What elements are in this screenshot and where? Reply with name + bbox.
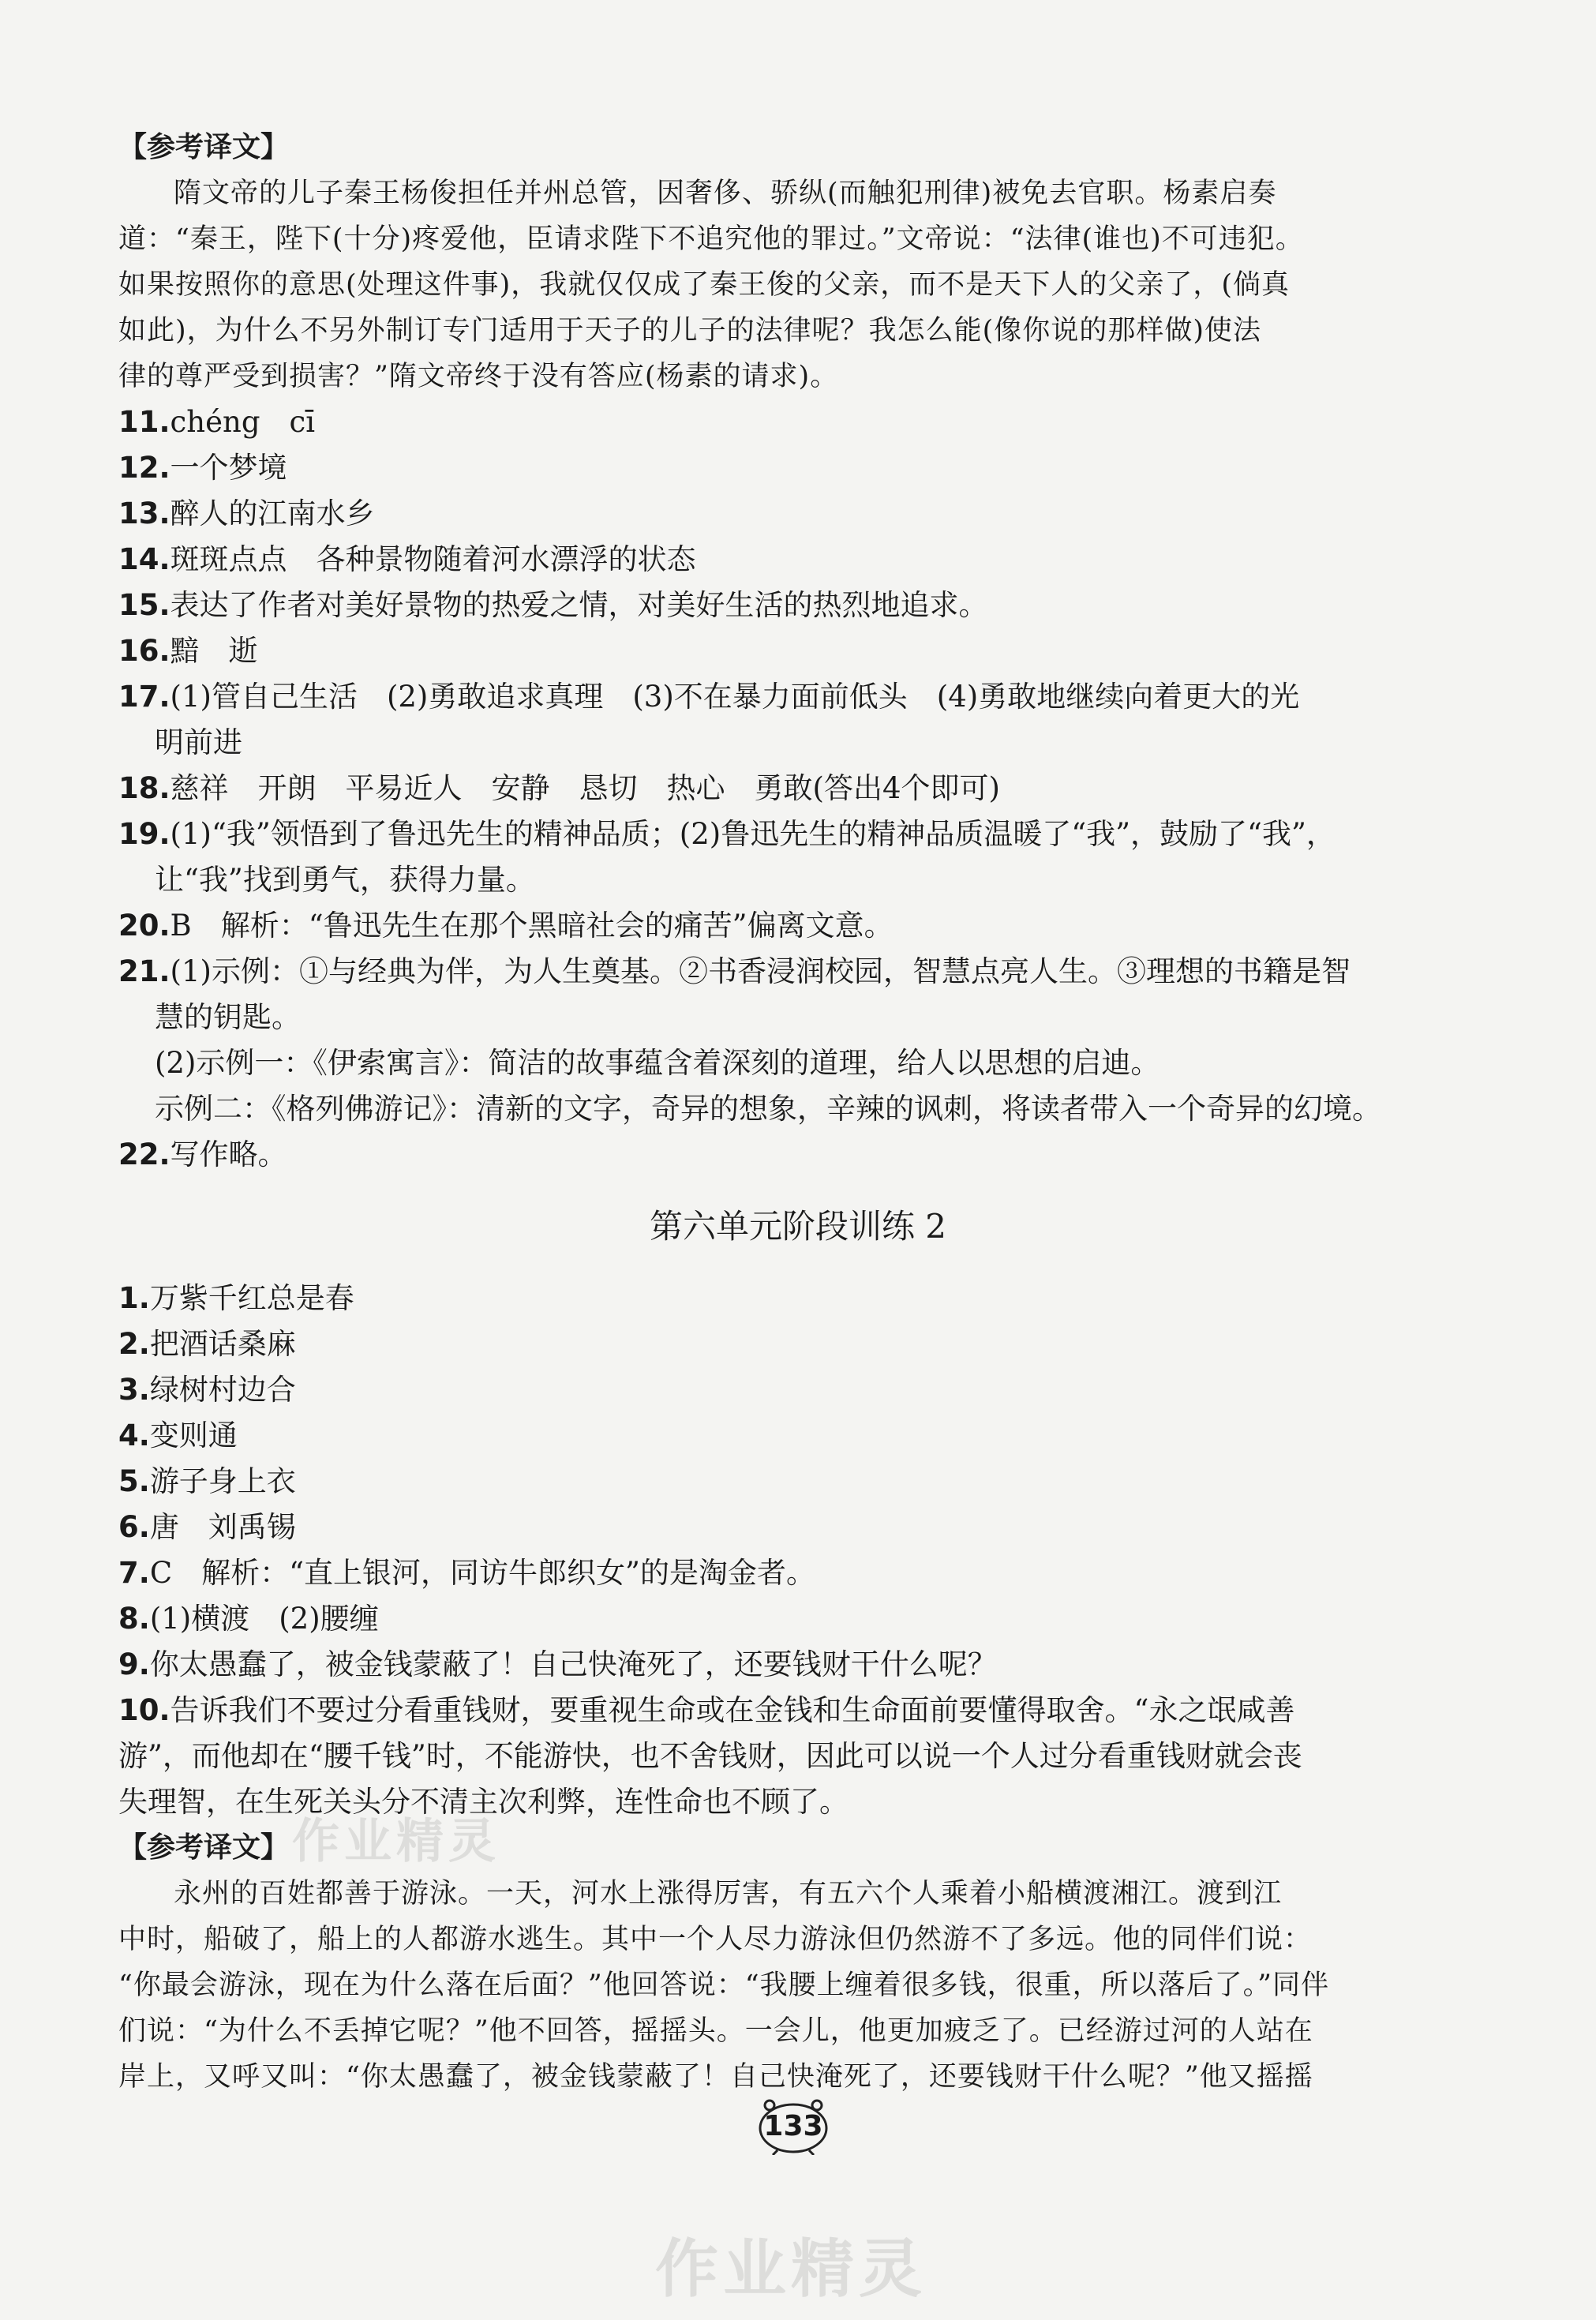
answer-item: 2.把酒话桑麻 (118, 1327, 296, 1361)
top-section (118, 125, 1460, 1178)
watermark: 作业精灵 (292, 1814, 500, 1869)
section-title: 第六单元阶段训练 2 (649, 1207, 947, 1246)
answer-item: 4.变则通 (118, 1419, 238, 1452)
answer-item: 12.一个梦境 (118, 451, 287, 485)
answer-item: 11.chéng cī (118, 405, 316, 439)
answer-continuation: 明前进 (155, 725, 242, 759)
answer-item: 21.(1)示例：①与经典为伴，为人生奠基。②书香浸润校园，智慧点亮人生。③理想的书籍是智 (118, 954, 1351, 988)
ref-heading: 【参考译文】 (118, 131, 290, 163)
answer-item: 5.游子身上衣 (118, 1464, 296, 1498)
answer-item: 1.万紫千红总是春 (118, 1281, 354, 1315)
translation-line: 隋文帝的儿子秦王杨俊担任并州总管，因奢侈、骄纵(而触犯刑律)被免去官职。杨素启奏 (174, 178, 1277, 209)
ref-heading: 【参考译文】 (118, 1831, 290, 1864)
answer-item: 3.绿树村边合 (118, 1373, 296, 1407)
answer-continuation: 示例二：《格列佛游记》：清新的文字，奇异的想象，辛辣的讽刺，将读者带入一个奇异的幻境。 (155, 1092, 1381, 1126)
translation-line: 如此)，为什么不另外制订专门适用于天子的儿子的法律呢？我怎么能(像你说的那样做)使法 (118, 315, 1261, 347)
bottom-section (118, 1276, 1460, 2100)
answer-continuation: 慧的钥匙。 (155, 1000, 301, 1034)
answer-continuation: (2)示例一：《伊索寓言》：简洁的故事蕴含着深刻的道理，给人以思想的启迪。 (155, 1046, 1160, 1080)
answer-item: 14.斑斑点点 各种景物随着河水漂浮的状态 (118, 542, 696, 576)
answer-continuation: 让“我”找到勇气，获得力量。 (155, 863, 535, 897)
answer-item: 16.黯 逝 (118, 634, 258, 668)
answer-item: 9.你太愚蠢了，被金钱蒙蔽了！自己快淹死了，还要钱财干什么呢？ (118, 1647, 997, 1681)
translation-line: 如果按照你的意思(处理这件事)，我就仅仅成了秦王俊的父亲，而不是天下人的父亲了，(倘真 (118, 269, 1290, 301)
answer-item: 17.(1)管自己生活 (2)勇敢追求真理 (3)不在暴力面前低头 (4)勇敢地继续向着更大的光 (118, 680, 1300, 714)
watermark: 作业精灵 (655, 2232, 927, 2306)
page-number: 133 (754, 2103, 833, 2150)
answer-item: 10.告诉我们不要过分看重钱财，要重视生命或在金钱和生命面前要懂得取舍。“永之氓咸善 (118, 1693, 1295, 1727)
answer-item: 6.唐 刘禹锡 (118, 1510, 296, 1544)
answer-item: 18.慈祥 开朗 平易近人 安静 恳切 热心 勇敢(答出4个即可) (118, 771, 1000, 805)
answer-item: 20.B 解析：“鲁迅先生在那个黑暗社会的痛苦”偏离文意。 (118, 909, 894, 943)
translation-line: 中时，船破了，船上的人都游水逃生。其中一个人尽力游泳但仍然游不了多远。他的同伴们说： (118, 1924, 1313, 1955)
translation-line: 们说：“为什么不丢掉它呢？”他不回答，摇摇头。一会儿，他更加疲乏了。已经游过河的人站在 (118, 2015, 1313, 2047)
answer-item: 7.C 解析：“直上银河，同访牛郎织女”的是淘金者。 (118, 1556, 815, 1590)
translation-line: 律的尊严受到损害？”隋文帝终于没有答应(杨素的请求)。 (118, 361, 839, 392)
answer-item: 19.(1)“我”领悟到了鲁迅先生的精神品质；(2)鲁迅先生的精神品质温暖了“我”，鼓励了“我”， (118, 817, 1336, 851)
answer-continuation: 游”，而他却在“腰千钱”时，不能游快，也不舍钱财，因此可以说一个人过分看重钱财就会丧 (118, 1739, 1302, 1773)
answer-item: 15.表达了作者对美好景物的热爱之情，对美好生活的热烈地追求。 (118, 588, 988, 622)
answer-item: 8.(1)横渡 (2)腰缠 (118, 1602, 379, 1636)
translation-line: 永州的百姓都善于游泳。一天，河水上涨得厉害，有五六个人乘着小船横渡湘江。渡到江 (174, 1878, 1283, 1910)
translation-line: 岸上，又呼又叫：“你太愚蠢了，被金钱蒙蔽了！自己快淹死了，还要钱财干什么呢？”他又摇摇 (118, 2061, 1313, 2093)
translation-line: “你最会游泳，现在为什么落在后面？”他回答说：“我腰上缠着很多钱，很重，所以落后了。”同伴 (118, 1970, 1330, 2001)
answer-continuation: 失理智，在生死关头分不清主次利弊，连性命也不顾了。 (118, 1785, 849, 1819)
answer-item: 13.醉人的江南水乡 (118, 497, 375, 530)
translation-line: 道：“秦王，陛下(十分)疼爱他，臣请求陛下不追究他的罪过。”文帝说：“法律(谁也)不可违犯。 (118, 223, 1304, 255)
answer-item: 22.写作略。 (118, 1138, 287, 1171)
